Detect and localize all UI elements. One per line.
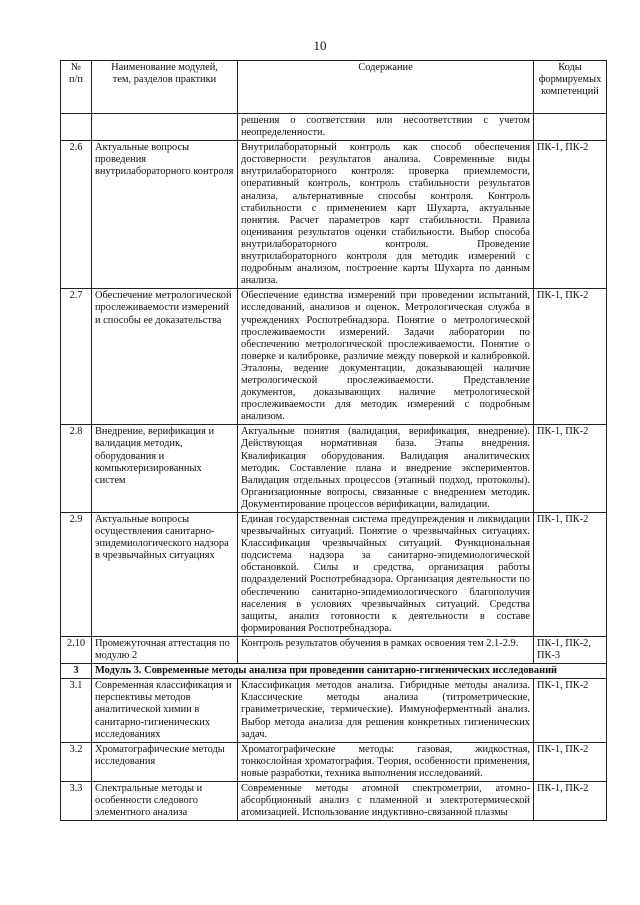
page-number: 10	[313, 38, 327, 53]
table-row	[61, 679, 607, 742]
row-num: 3.3	[61, 781, 92, 820]
row-content: Классификация методов анализа. Гибридные методы анализа. Классические методы анализа (титрометрические, гравиметрические, термические). Иммуноферментный анализ. Выбор метода анализа для решения конкретных гигиенических задач.	[238, 679, 534, 742]
table-row	[61, 636, 607, 663]
table-row	[61, 513, 607, 637]
header-num: № п/п	[61, 61, 92, 114]
row-name: Внедрение, верификация и валидация методик, оборудования и компьютеризированных систем	[92, 425, 238, 513]
row-codes: ПК-1, ПК-2	[534, 781, 607, 820]
row-num: 2.10	[61, 636, 92, 663]
row-name: Хроматографические методы исследования	[92, 742, 238, 781]
module-num: 3	[61, 664, 92, 679]
row-codes: ПК-1, ПК-2, ПК-3	[534, 636, 607, 663]
row-name: Обеспечение метрологической прослеживаемости измерений и способы ее доказательства	[92, 289, 238, 425]
row-name	[92, 114, 238, 141]
row-codes	[534, 114, 607, 141]
row-content: Контроль результатов обучения в рамках освоения тем 2.1-2.9.	[238, 636, 534, 663]
row-num: 2.6	[61, 141, 92, 289]
curriculum-table	[60, 60, 607, 821]
header-codes: Коды формируемых компетенций	[534, 61, 607, 114]
row-codes: ПК-1, ПК-2	[534, 513, 607, 637]
row-name: Актуальные вопросы проведения внутрилабораторного контроля	[92, 141, 238, 289]
row-content: Актуальные понятия (валидация, верификация, внедрение). Действующая нормативная база. Этапы внедрения. Квалификация оборудования. Валидация аналитических методик. Составление плана и внедрение экспериментов. Валидация отдельных процессов (этапный подход, протоколы). Организационные вопросы, связанные с внедрением методик. Документирование процессов верификации, валидации.	[238, 425, 534, 513]
table-header-row	[61, 61, 607, 114]
row-num: 2.9	[61, 513, 92, 637]
module-header-row	[61, 664, 607, 679]
row-content: Современные методы атомной спектрометрии, атомно-абсорбционный анализ с пламенной и электротермической атомизацией. Использование индуктивно-связанной плазмы	[238, 781, 534, 820]
table-row	[61, 114, 607, 141]
row-num	[61, 114, 92, 141]
header-content: Содержание	[238, 61, 534, 114]
row-codes: ПК-1, ПК-2	[534, 679, 607, 742]
row-num: 2.7	[61, 289, 92, 425]
row-codes: ПК-1, ПК-2	[534, 141, 607, 289]
header-name: Наименование модулей, тем, разделов практики	[92, 61, 238, 114]
module-title: Модуль 3. Современные методы анализа при проведении санитарно-гигиенических исследований	[92, 664, 607, 679]
row-codes: ПК-1, ПК-2	[534, 425, 607, 513]
table-row	[61, 781, 607, 820]
table-row	[61, 742, 607, 781]
row-codes: ПК-1, ПК-2	[534, 742, 607, 781]
row-name: Современная классификация и перспективы методов аналитической химии в санитарно-гигиенических исследованиях	[92, 679, 238, 742]
row-content: Единая государственная система предупреждения и ликвидации чрезвычайных ситуаций. Понятие о чрезвычайных ситуациях. Классификация чрезвычайных ситуаций. Функциональная подсистема надзора за санитарно-эпидемиологической обстановкой. Силы и средства, организация работы подразделений Роспотребнадзора. Организация деятельности по обеспечению санитарно-эпидемиологического благополучия населения в условиях чрезвычайных ситуаций. Средства защиты, анализ готовности к деятельности в составе формирования Роспотребнадзора.	[238, 513, 534, 637]
row-name: Актуальные вопросы осуществления санитарно-эпидемиологического надзора в чрезвычайных ситуациях	[92, 513, 238, 637]
row-name: Промежуточная аттестация по модулю 2	[92, 636, 238, 663]
row-num: 2.8	[61, 425, 92, 513]
row-content: решения о соответствии или несоответствии с учетом неопределенности.	[238, 114, 534, 141]
row-num: 3.2	[61, 742, 92, 781]
row-content: Хроматографические методы: газовая, жидкостная, тонкослойная хроматография. Теория, особенности применения, новые разработки, техника выполнения исследований.	[238, 742, 534, 781]
table-row	[61, 141, 607, 289]
row-num: 3.1	[61, 679, 92, 742]
table-row	[61, 289, 607, 425]
table-row	[61, 425, 607, 513]
row-content: Внутрилабораторный контроль как способ обеспечения достоверности результатов анализа. Современные виды внутрилабораторного контроля: проверка приемлемости, оперативный контроль, контроль стабильности результатов анализа, альтернативные способы контроля. Контроль стабильности с применением карт Шухарта, актуальные понятия. Расчет параметров карт стабильности. Правила оценивания результатов оценки стабильности. Выбор способа внутрилабораторного контроля. Проведение внутрилабораторного контроля для методик измерений с подробным анализом, построение карты Шухарта по данным анализа.	[238, 141, 534, 289]
row-content: Обеспечение единства измерений при проведении испытаний, исследований, анализов и оценок. Метрологическая служба в учреждениях Роспотребнадзора. Понятие о метрологической прослеживаемости измерений. Задачи лаборатории по обеспечению метрологической прослеживаемости. Понятие о поверке и калибровке, различие между поверкой и калибровкой. Эталоны, ведение документации, доказывающей наличие метрологической прослеживаемости. Представление документов, доказывающих наличие метрологической прослеживаемости для методик измерений с подробным анализом.	[238, 289, 534, 425]
row-codes: ПК-1, ПК-2	[534, 289, 607, 425]
row-name: Спектральные методы и особенности следового элементного анализа	[92, 781, 238, 820]
